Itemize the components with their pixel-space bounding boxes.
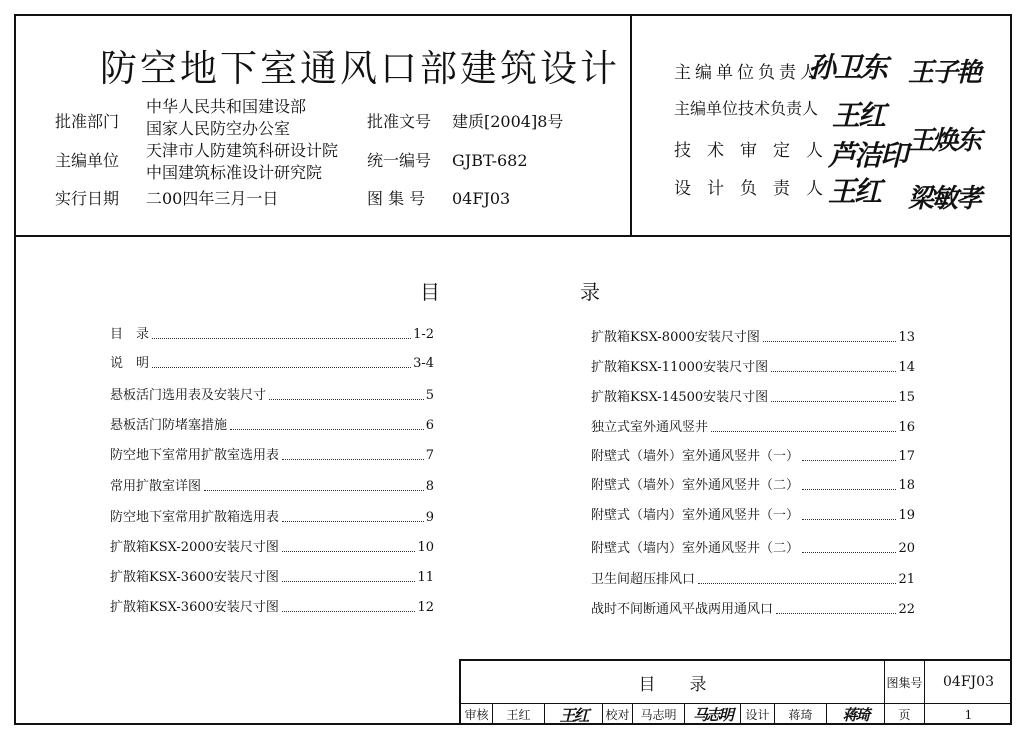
toc-leader [152,338,411,339]
title-block-page-value: 1 [964,707,973,722]
toc-item[interactable] [110,447,434,463]
title-block-design-sig: 蒋琦 [842,706,869,724]
toc-item-page: 15 [898,390,915,405]
toc-item[interactable] [110,509,434,525]
toc-item-page: 20 [898,541,915,556]
title-block-design-label-cell [741,704,775,725]
toc-item-title: 扩散箱KSX-2000安装尺寸图 [110,540,279,555]
toc-item-title: 扩散箱KSX-3600安装尺寸图 [110,570,279,585]
title-block-design-name: 蒋琦 [788,708,813,722]
approval-dept-label: 批准部门 [55,112,120,131]
atlas-no-label: 图 集 号 [367,189,426,208]
toc-heading-left: 目 [420,280,440,304]
title-block-check-label: 校对 [605,708,630,722]
toc-heading-right: 录 [580,280,600,304]
title-block-check-label-cell [603,704,633,725]
toc-item-title: 悬板活门选用表及安装尺寸 [110,388,267,403]
approval-dept-value-1: 中华人民共和国建设部 [146,97,307,116]
title-block-check-sig-cell [685,704,741,725]
title-block-atlas-label: 图集号 [886,675,923,690]
toc-leader [230,429,424,430]
toc-leader [282,521,424,522]
title-block-page-label: 页 [898,708,911,722]
toc-leader [282,581,416,582]
toc-item-page: 9 [425,510,434,525]
toc-leader [776,613,896,614]
title-block-design-name-cell [775,704,827,725]
toc-item-page: 21 [898,572,915,587]
signature-label-tech-chief: 主编单位技术负责人 [674,99,819,118]
toc-item-title: 独立式室外通风竖井 [591,420,709,435]
title-block-check-name-cell [633,704,685,725]
unified-no-value: GJBT-682 [452,151,528,170]
toc-item[interactable] [110,539,434,555]
toc-leader [802,489,896,490]
signature-tech-review-1: 芦洁印 [828,139,907,172]
header-divider-horizontal [14,235,1012,237]
toc-item-page: 6 [425,418,434,433]
toc-item-title: 常用扩散室详图 [110,479,202,494]
title-block-atlas-label-cell [885,661,925,704]
toc-leader [204,490,424,491]
toc-item[interactable] [591,329,915,345]
signature-design-chief-1: 王红 [828,175,881,208]
signature-label-tech-review: 技术审定人 [674,141,839,161]
title-block-sheet-title-cell [461,661,885,704]
toc-item-title: 扩散箱KSX-3600安装尺寸图 [110,600,279,615]
approval-no-value: 建质[2004]8号 [452,112,564,131]
toc-leader [282,551,416,552]
title-block [459,659,1012,725]
toc-item[interactable] [591,359,915,375]
toc-item-page: 13 [898,330,915,345]
document-title: 防空地下室通风口部建筑设计 [100,47,620,90]
toc-item[interactable] [591,507,915,523]
toc-item-page: 19 [898,508,915,523]
effective-date-label: 实行日期 [55,189,120,208]
toc-item-title: 目 录 [110,327,150,342]
title-block-review-sig: 王红 [559,706,588,725]
toc-leader [282,459,424,460]
toc-item-title: 扩散箱KSX-8000安装尺寸图 [591,330,760,345]
toc-leader [802,519,896,520]
toc-item[interactable] [110,387,434,403]
toc-leader [771,401,896,402]
approval-dept-value-2: 国家人民防空办公室 [146,119,291,138]
title-block-check-sig: 马志明 [692,706,732,724]
toc-leader [771,371,896,372]
signature-chief-unit-1: 孙卫东 [808,51,887,84]
toc-leader [698,583,896,584]
toc-item[interactable] [591,448,915,464]
toc-item-page: 11 [417,570,434,585]
toc-item[interactable] [110,478,434,494]
toc-item-page: 10 [417,540,434,555]
approval-no-label: 批准文号 [367,112,432,131]
toc-item-title: 悬板活门防堵塞措施 [110,418,228,433]
signature-chief-unit-2: 王子艳 [908,58,981,88]
toc-item[interactable] [110,355,434,371]
toc-item[interactable] [110,569,434,585]
toc-item-page: 17 [898,449,915,464]
signature-block [632,16,1010,234]
toc-item[interactable] [591,419,915,435]
toc-item-page: 7 [425,448,434,463]
toc-item[interactable] [591,601,915,617]
toc-item-title: 附壁式（墙内）室外通风竖井（二） [591,541,800,556]
toc-item-title: 附壁式（墙内）室外通风竖井（一） [591,508,800,523]
title-block-design-sig-cell [827,704,885,725]
toc-leader [802,460,896,461]
toc-leader [711,431,896,432]
toc-item-page: 12 [417,600,434,615]
toc-item-title: 扩散箱KSX-11000安装尺寸图 [591,360,769,375]
signature-design-chief-2: 梁敏孝 [908,184,981,214]
toc-item-title: 防空地下室常用扩散箱选用表 [110,510,280,525]
editor-unit-value-2: 中国建筑标准设计研究院 [146,163,323,182]
toc-item-title: 卫生间超压排风口 [591,572,696,587]
toc-item[interactable] [110,417,434,433]
toc-leader [282,611,416,612]
toc-item[interactable] [591,389,915,405]
editor-unit-label: 主编单位 [55,151,120,170]
toc-item-page: 16 [898,420,915,435]
toc-leader [802,552,896,553]
toc-item-title: 说 明 [110,356,150,371]
title-block-review-sig-cell [545,704,603,725]
title-block-sheet-title: 目 录 [638,674,707,695]
toc-leader [152,367,411,368]
toc-item[interactable] [591,477,915,493]
toc-leader [763,341,897,342]
effective-date-value: 二00四年三月一日 [146,189,279,208]
toc-item-title: 战时不间断通风平战两用通风口 [591,602,774,617]
editor-unit-value-1: 天津市人防建筑科研设计院 [146,141,339,160]
unified-no-label: 统一编号 [367,151,432,170]
toc-item-page: 22 [898,602,915,617]
title-block-page-value-cell [925,704,1012,725]
title-block-page-label-cell [885,704,925,725]
toc-item-title: 附壁式（墙外）室外通风竖井（二） [591,478,800,493]
title-block-check-name: 马志明 [640,708,677,722]
toc-item-title: 扩散箱KSX-14500安装尺寸图 [591,390,769,405]
title-block-design-label: 设计 [745,708,770,722]
toc-item[interactable] [110,326,434,342]
toc-item-title: 附壁式（墙外）室外通风竖井（一） [591,449,800,464]
atlas-no-value: 04FJ03 [452,189,511,208]
signature-tech-chief-1: 王红 [832,99,885,132]
title-block-atlas-value: 04FJ03 [943,674,994,690]
toc-item-page: 8 [425,479,434,494]
title-block-review-name-cell [493,704,545,725]
signature-label-design-chief: 设计负责人 [674,179,839,199]
toc-item-page: 3-4 [413,356,434,371]
signature-label-chief-unit: 主编单位负责人 [674,63,821,83]
toc-item-page: 18 [898,478,915,493]
toc-item[interactable] [110,599,434,615]
title-block-review-label-cell [461,704,493,725]
toc-leader [269,399,424,400]
title-block-review-label: 审核 [464,708,489,722]
toc-item-page: 14 [898,360,915,375]
toc-item[interactable] [591,571,915,587]
title-block-atlas-value-cell [925,661,1012,704]
title-block-review-name: 王红 [506,708,531,722]
toc-item[interactable] [591,540,915,556]
toc-item-page: 1-2 [413,327,434,342]
toc-item-title: 防空地下室常用扩散室选用表 [110,448,280,463]
signature-tech-chief-2: 王焕东 [908,126,981,156]
toc-item-page: 5 [425,388,434,403]
